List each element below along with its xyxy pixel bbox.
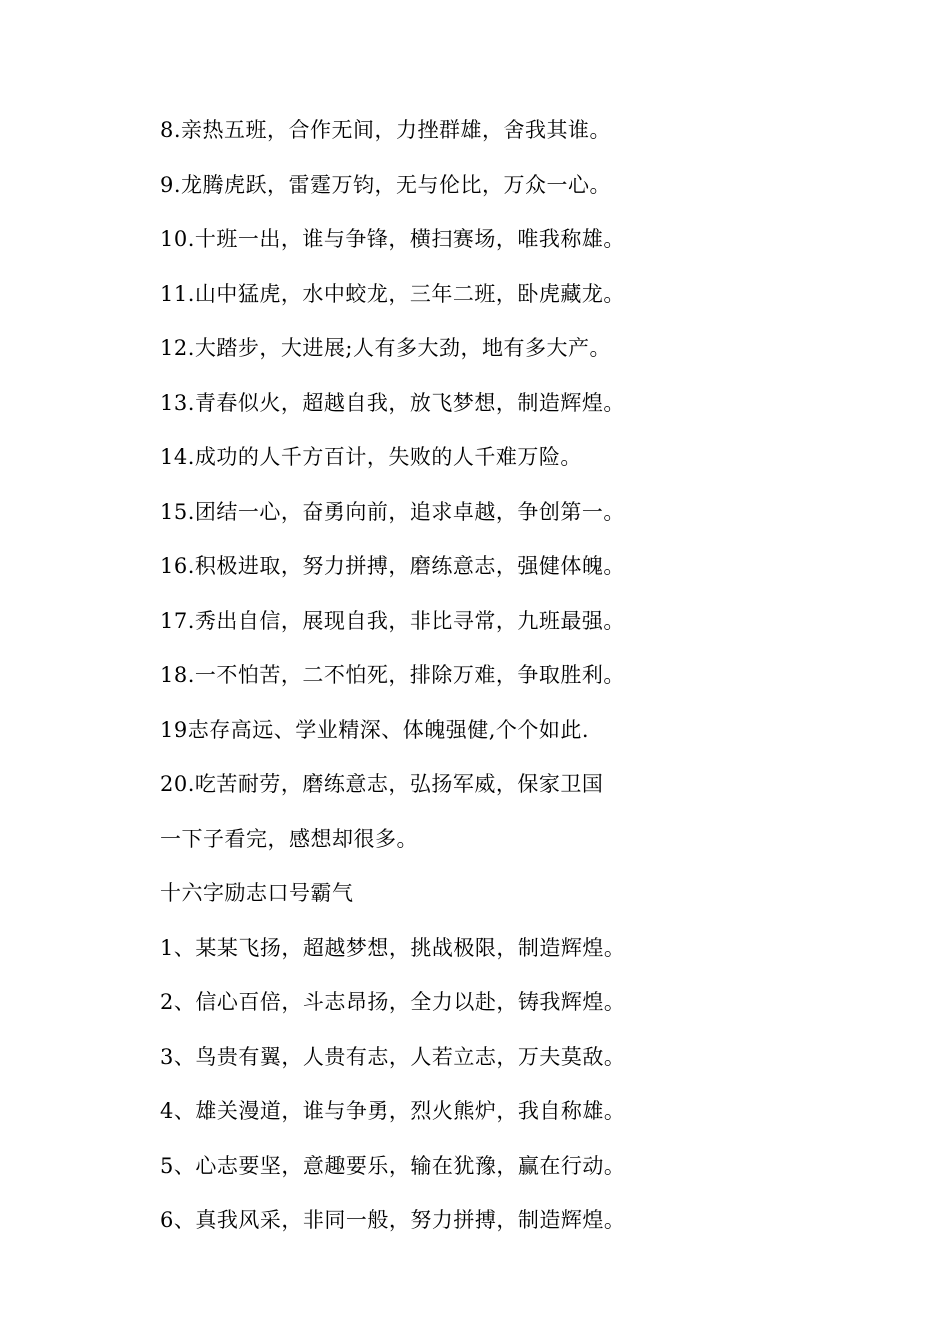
text-line: 19志存高远、学业精深、体魄强健,个个如此. [160,717,590,742]
text-line: 13.青春似火，超越自我，放飞梦想，制造辉煌。 [160,390,625,415]
text-line: 9.龙腾虎跃，雷霆万钧，无与伦比，万众一心。 [160,172,612,197]
text-line: 11.山中猛虎，水中蛟龙，三年二班，卧虎藏龙。 [160,281,625,306]
text-line: 4、雄关漫道，谁与争勇，烈火熊炉，我自称雄。 [160,1099,626,1123]
section-heading: 十六字励志口号霸气 [160,881,354,905]
text-line: 18.一不怕苦，二不怕死，排除万难，争取胜利。 [160,663,625,687]
text-line: 10.十班一出，谁与争锋，横扫赛场，唯我称雄。 [160,227,625,251]
text-line: 12.大踏步，大进展;人有多大劲，地有多大产。 [160,336,611,360]
text-line: 2、信心百倍，斗志昂扬，全力以赴，铸我辉煌。 [160,990,626,1014]
document-body [160,110,880,1255]
text-line: 6、真我风采，非同一般，努力拼搏，制造辉煌。 [160,1208,626,1232]
text-line: 5、心志要坚，意趣要乐，输在犹豫，赢在行动。 [160,1153,626,1178]
text-line: 一下子看完，感想却很多。 [160,826,418,851]
text-line: 15.团结一心，奋勇向前，追求卓越，争创第一。 [160,499,625,524]
text-line: 1、某某飞扬，超越梦想，挑战极限，制造辉煌。 [160,935,626,960]
text-line: 16.积极进取，努力拼搏，磨练意志，强健体魄。 [160,554,625,578]
text-line: 17.秀出自信，展现自我，非比寻常，九班最强。 [160,608,625,633]
text-line: 20.吃苦耐劳，磨练意志，弘扬军威，保家卫国 [160,772,604,796]
text-line: 8.亲热五班，合作无间，力挫群雄，舍我其谁。 [160,118,612,142]
text-line: 14.成功的人千方百计，失败的人千难万险。 [160,445,582,469]
text-line: 3、鸟贵有翼，人贵有志，人若立志，万夫莫敌。 [160,1044,626,1069]
